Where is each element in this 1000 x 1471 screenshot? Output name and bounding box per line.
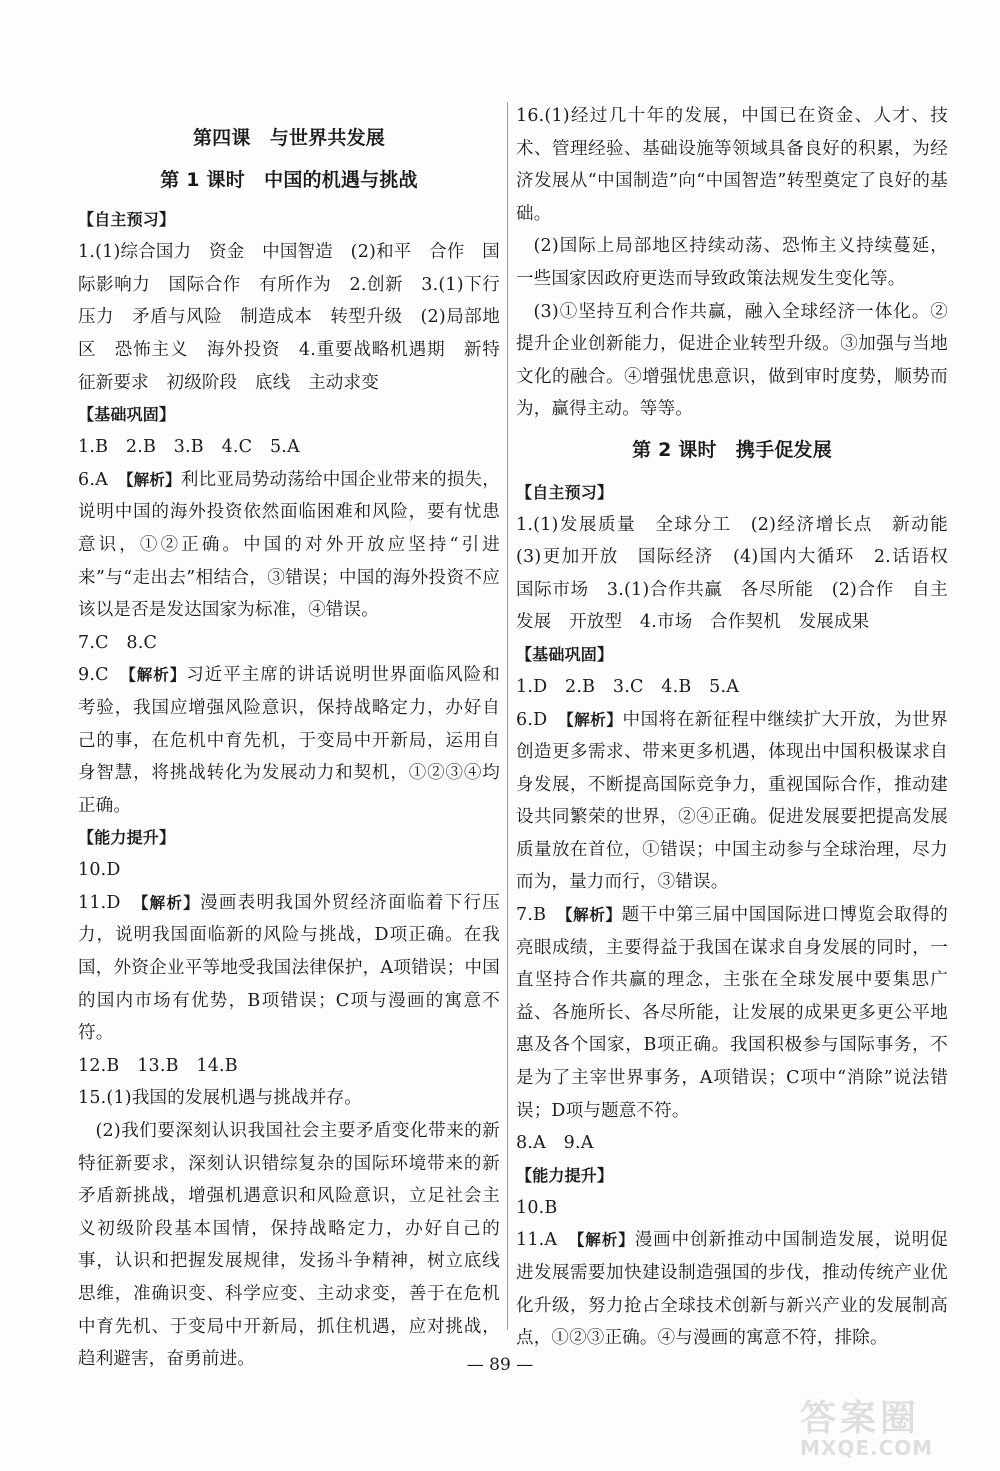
left-column [78,100,500,1376]
answer-6-text: 利比亚局势动荡给中国企业带来的损失，说明中国的海外投资依然面临困难和风险，要有忧患意识，①②正确。中国的对外开放应坚持“引进来”与“走出去”相结合，③错误；中国的海外投资不应该以是否是发达国家为标准，④错误。 [78,469,500,621]
answers-1-5: 1.D 2.B 3.C 4.B 5.A [516,676,740,697]
preview-answers: 1.(1)综合国力 资金 中国智造 (2)和平 合作 国际影响力 国际合作 有所作为 2.创新 3.(1)下行压力 矛盾与风险 制造成本 转型升级 (2)局部地区 恐怖主义 海外投资 4.重要战略机遇期 新特征新要求 初级阶段 底线 主动求变 [78,242,500,393]
answer-6-num: 6.A [78,469,126,490]
answer-9-text: 习近平主席的讲话说明世界面临风险和考验，我国应增强风险意识，保持战略定力，办好自己的事，在危机中育先机，于变局中开新局，运用自身智慧，将挑战转化为发展动力和契机，①②③④均正确。 [78,665,500,816]
answer-11 [78,887,500,1050]
analysis-tag: 【解析】 [140,893,201,912]
answer-9 [78,659,500,822]
section-heading-advanced: 【能力提升】 [78,828,176,848]
answer-10: 10.D [78,860,121,881]
watermark-logo [760,1390,970,1460]
page-number: — 89 — [466,1355,534,1375]
section-heading-basic: 【基础巩固】 [516,644,614,664]
answers-12-14: 12.B 13.B 14.B [78,1055,238,1076]
watermark-logo-text: 答案圈 [800,1398,921,1439]
answers-8-9: 8.A 9.A [516,1133,594,1154]
analysis-tag: 【解析】 [564,906,622,925]
answers-1-5: 1.B 2.B 3.B 4.C 5.A [78,437,300,458]
answer-6 [516,704,948,900]
section-heading-preview: 【自主预习】 [78,210,176,230]
answer-7 [516,899,948,1127]
answers-7-8: 7.C 8.C [78,632,158,653]
analysis-tag: 【解析】 [576,1231,635,1250]
answer-6 [78,464,500,627]
answer-11 [516,1224,948,1354]
lesson1-title: 第 1 课时 中国的机遇与挑战 [160,168,418,191]
section-heading-basic: 【基础巩固】 [78,405,176,425]
lesson2-title: 第 2 课时 携手促发展 [632,438,832,461]
answer-15-part1: 15.(1)我国的发展机遇与挑战并存。 [78,1088,362,1109]
answer-11-text: 漫画中创新推动中国制造发展，说明促进发展需要加快建设制造强国的步伐，推动传统产业优化升级，努力抢占全球技术创新与新兴产业的发展制高点，①②③正确。④与漫画的寓意不符，排除。 [516,1230,948,1349]
answer-6-num: 6.D [516,709,566,730]
answer-6-text: 中国将在新征程中继续扩大开放，为世界创造更多需求、带来更多机遇，体现出中国积极谋求自身发展，不断提高国际竞争力，重视国际合作，推动建设共同繁荣的世界，②④正确。促进发展要把提高发展质量放在首位，①错误；中国主动参与全球治理，尽力而为，量力而行，③错误。 [516,709,948,893]
answer-16-part1: 16.(1)经过几十年的发展，中国已在资金、人才、技术、管理经验、基础设施等领域具备良好的积累，为经济发展从“中国制造”向“中国智造”转型奠定了良好的基础。 [516,106,948,224]
answer-11-text: 漫画表明我国外贸经济面临着下行压力，说明我国面临新的风险与挑战，D项正确。在我国，外资企业平等地受我国法律保护，A项错误；中国的国内市场有优势，B项错误；C项与漫画的寓意不符。 [78,892,500,1044]
analysis-tag: 【解析】 [128,666,187,685]
watermark-url: MXQE.COM [800,1436,934,1460]
answer-16-part3: (3)①坚持互利合作共赢，融入全球经济一体化。②提升企业创新能力，促进企业转型升级。③加强与当地文化的融合。④增强忧患意识，做到审时度势，顺势而为，赢得主动。等等。 [516,301,948,420]
preview-answers: 1.(1)发展质量 全球分工 (2)经济增长点 新动能 (3)更加开放 国际经济 (4)国内大循环 2.话语权 国际市场 3.(1)合作共赢 各尽所能 (2)合作 自主发展 开放型 4.市场 合作契机 发展成果 [516,514,966,633]
analysis-tag: 【解析】 [565,710,623,729]
analysis-tag: 【解析】 [125,470,181,489]
answer-10: 10.B [516,1197,558,1218]
section-heading-preview: 【自主预习】 [516,482,614,502]
answer-15-part2: (2)我们要深刻认识我国社会主要矛盾变化带来的新特征新要求，深刻认识错综复杂的国际环境带来的新矛盾新挑战，增强机遇意识和风险意识，立足社会主义初级阶段基本国情，保持战略定力，办好自己的事，认识和把握发展规律，发扬斗争精神，树立底线思维，准确识变、科学应变、主动求变，善于在危机中育先机、于变局中开新局，抓住机遇，应对挑战，趋利避害，奋勇前进。 [78,1121,500,1370]
answer-9-num: 9.C [78,665,128,686]
right-column [516,100,966,1355]
lesson-title: 第四课 与世界共发展 [192,127,385,149]
answer-7-num: 7.B [516,905,565,926]
answer-11-num: 11.D [78,892,141,913]
section-heading-advanced: 【能力提升】 [516,1165,614,1185]
answer-7-text: 题干中第三届中国国际进口博览会取得的亮眼成绩，主要得益于我国在谋求自身发展的同时，一直坚持合作共赢的理念，主张在全球发展中要集思广益、各施所长、各尽所能，让发展的成果更多更公平地惠及各个国家，B项正确。我国积极参与国际事务，不是为了主宰世界事务，A项错误；C项中“消除”说法错误；D项与题意不符。 [516,905,948,1121]
answer-11-num: 11.A [516,1230,577,1251]
answer-16-part2: (2)国际上局部地区持续动荡、恐怖主义持续蔓延，一些国家因政府更迭而导致政策法规发生变化等。 [516,236,948,289]
column-divider [507,102,508,1330]
